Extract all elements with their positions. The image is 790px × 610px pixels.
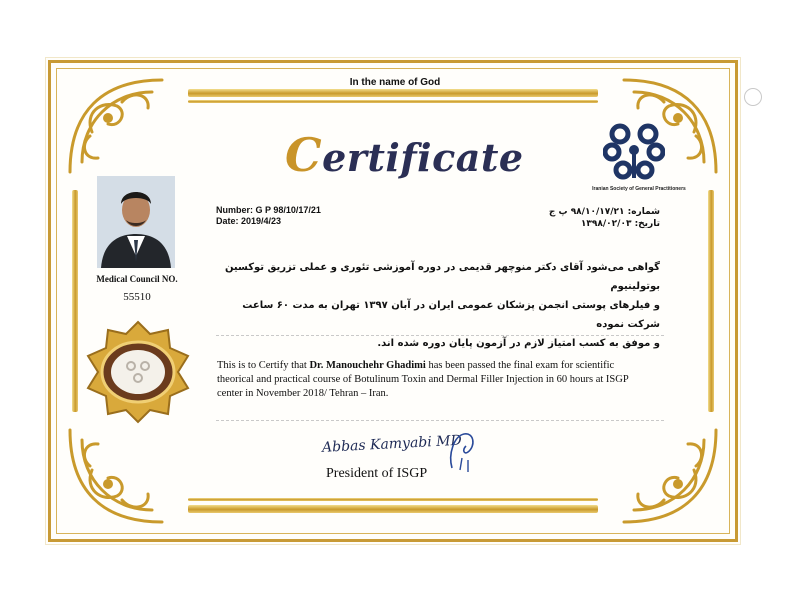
- isgp-logo-icon: [603, 120, 665, 182]
- top-gold-bar: [188, 89, 598, 97]
- top-gold-bar-thin: [188, 100, 598, 103]
- reference-date: Date: 2019/4/23: [216, 216, 282, 226]
- president-title: President of ISGP: [326, 466, 428, 481]
- persian-certification-text: [212, 258, 660, 353]
- holder-photo: [97, 176, 175, 268]
- holder-name: Dr. Manouchehr Ghadimi: [309, 360, 426, 371]
- english-certification-text: [217, 359, 647, 401]
- persian-reference-number: شماره: ۹۸/۱۰/۱۷/۲۱ پ ج: [548, 207, 660, 217]
- persian-line-3: و موفق به کسب امتیاز لازم در آزمون پایان دوره شده اند.: [377, 338, 660, 349]
- bottom-left-ornament-icon: [62, 420, 172, 530]
- english-prefix: This is to Certify that: [217, 360, 310, 371]
- right-gold-bar: [708, 190, 714, 412]
- punch-hole: [744, 88, 762, 106]
- persian-reference-date: تاریخ: ۱۳۹۸/۰۲/۰۳: [580, 219, 660, 229]
- persian-line-1: گواهی می‌شود آقای دکتر منوچهر قدیمی در دوره آموزشی تئوری و عملی تزریق توکسین بوتولینیوم: [224, 262, 660, 292]
- medical-council-number: 55510: [123, 291, 151, 303]
- portrait-image: [97, 176, 175, 268]
- top-left-ornament-icon: [62, 72, 172, 182]
- reference-number: Number: G P 98/10/17/21: [216, 205, 321, 215]
- title-first-letter: C: [285, 128, 323, 182]
- in-the-name-of-god: In the name of God: [349, 77, 441, 88]
- left-gold-bar: [72, 190, 78, 412]
- persian-line-2: و فیلرهای پوستی انجمن پزشکان عمومی ایران در آبان ۱۳۹۷ تهران به مدت ۶۰ ساعت شرکت نموده: [242, 300, 660, 330]
- persian-reference-block: [530, 206, 660, 230]
- title-rest: ertificate: [322, 135, 524, 180]
- certificate-title: [285, 128, 524, 182]
- gold-seal-icon: [84, 320, 192, 424]
- signature: Abbas Kamyabi MD: [321, 432, 463, 456]
- bottom-gold-bar: [188, 505, 598, 513]
- english-suffix: has been passed the final exam for scientific theorical and practical course of Botulinum Toxin and Dermal Filler Injection in 60 hours at ISGP center in November 2018/ Tehran – Iran.: [217, 360, 629, 399]
- divider-2: [216, 420, 664, 421]
- society-name: Iranian Society of General Practitioners: [592, 186, 686, 192]
- reference-block: [216, 205, 321, 227]
- divider-1: [216, 335, 664, 336]
- medical-council-label: Medical Council NO.: [96, 274, 178, 284]
- bottom-right-ornament-icon: [614, 420, 724, 530]
- bottom-gold-bar-thin: [188, 498, 598, 501]
